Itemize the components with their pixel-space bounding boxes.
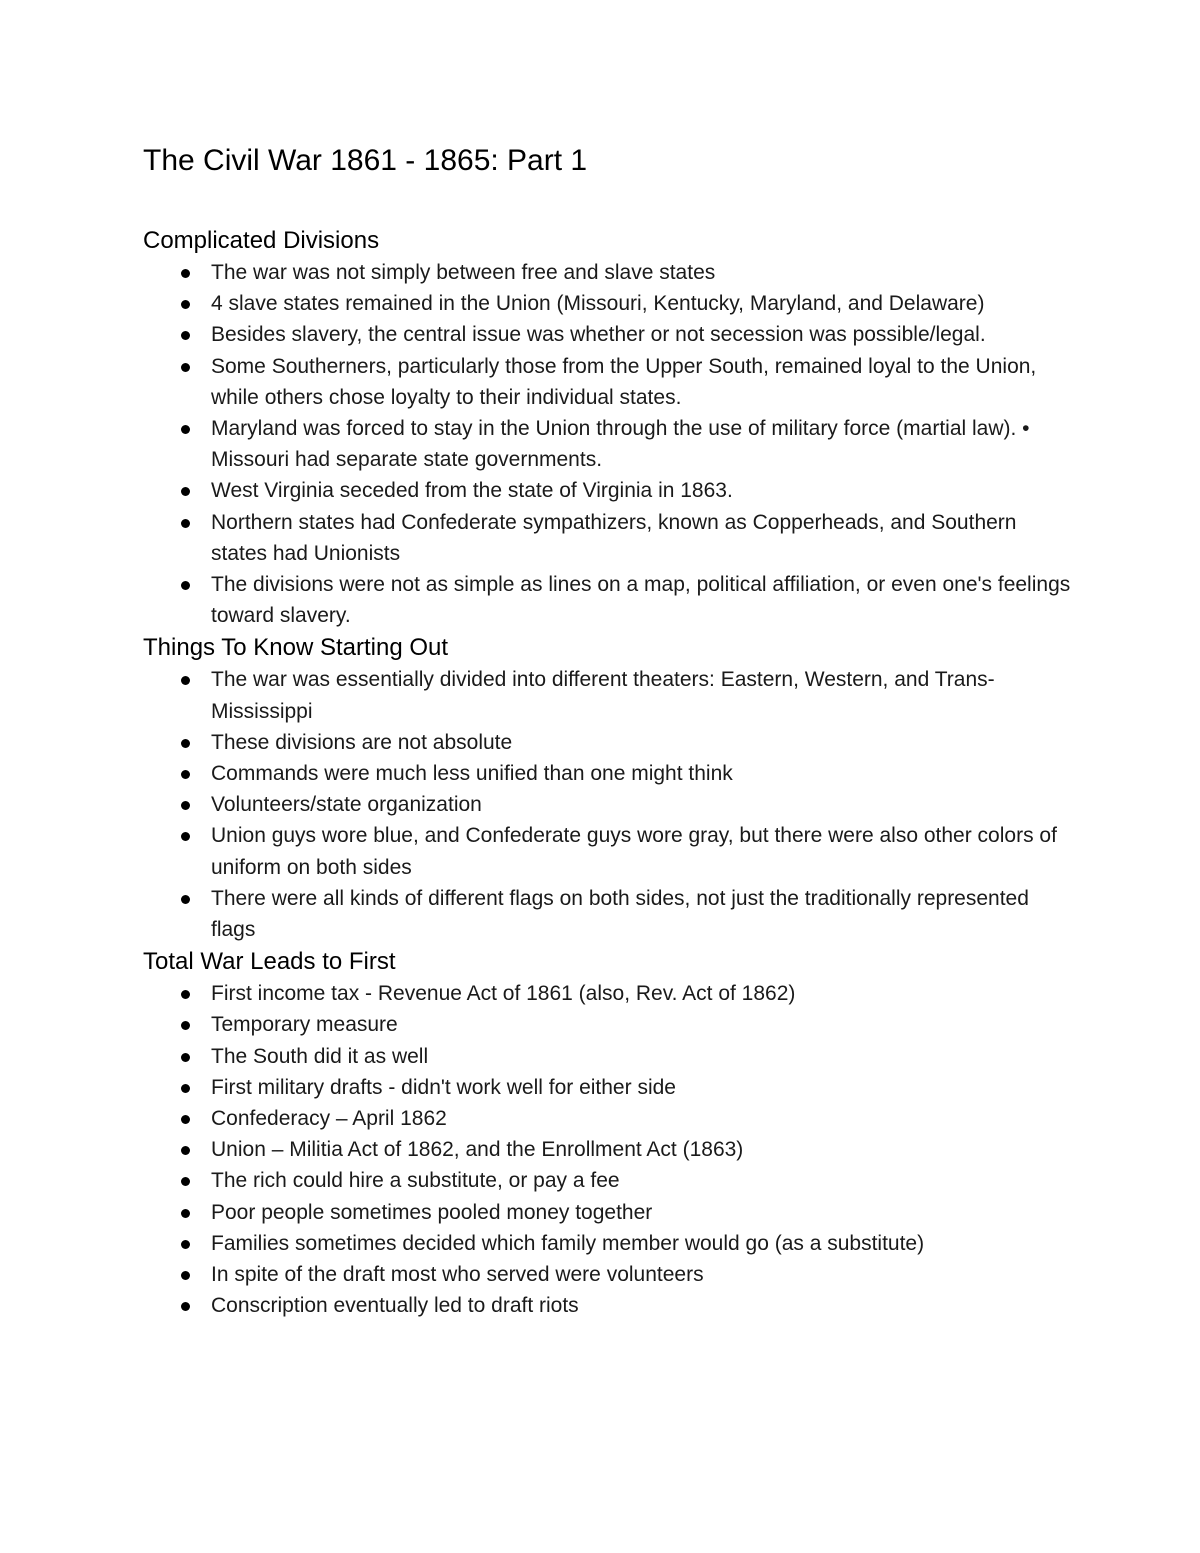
bullet-dot-icon — [181, 425, 190, 434]
section — [143, 631, 1073, 945]
list-item-text: First income tax - Revenue Act of 1861 (also, Rev. Act of 1862) — [211, 982, 796, 1006]
list-item — [143, 1290, 1073, 1321]
list-item — [143, 1228, 1073, 1259]
list-item — [143, 883, 1073, 945]
list-item — [143, 1103, 1073, 1134]
list-item — [143, 758, 1073, 789]
document-body — [143, 224, 1073, 1322]
bullet-dot-icon — [181, 363, 190, 372]
bullet-dot-icon — [181, 519, 190, 528]
list-item — [143, 727, 1073, 758]
bullet-dot-icon — [181, 1209, 190, 1218]
bullet-list — [143, 257, 1073, 631]
list-item-text: Temporary measure — [211, 1013, 398, 1037]
section-heading: Total War Leads to First — [143, 948, 396, 976]
list-item-text: Volunteers/state organization — [211, 793, 482, 817]
bullet-list — [143, 664, 1073, 945]
list-item — [143, 1072, 1073, 1103]
list-item-text: The divisions were not as simple as lines on a map, political affiliation, or even one's feelings toward slavery. — [211, 573, 1071, 628]
bullet-dot-icon — [181, 1021, 190, 1030]
list-item-text: Maryland was forced to stay in the Union through the use of military force (martial law). • Missouri had separate state governments. — [211, 417, 1030, 472]
list-item-text: The rich could hire a substitute, or pay a fee — [211, 1169, 620, 1193]
bullet-dot-icon — [181, 1146, 190, 1155]
list-item-text: 4 slave states remained in the Union (Missouri, Kentucky, Maryland, and Delaware) — [211, 292, 985, 316]
list-item-text: These divisions are not absolute — [211, 730, 513, 754]
list-item-text: Union guys wore blue, and Confederate guys wore gray, but there were also other colors of uniform on both sides — [211, 824, 1057, 879]
list-item — [143, 1134, 1073, 1165]
list-item — [143, 507, 1073, 569]
list-item — [143, 1259, 1073, 1290]
bullet-dot-icon — [181, 1302, 190, 1311]
list-item-text: Some Southerners, particularly those from the Upper South, remained loyal to the Union, while others chose loyalty to their individual states. — [211, 354, 1037, 409]
bullet-dot-icon — [181, 1115, 190, 1124]
list-item-text: Northern states had Confederate sympathizers, known as Copperheads, and Southern states had Unionists — [211, 510, 1017, 565]
bullet-dot-icon — [181, 331, 190, 340]
bullet-dot-icon — [181, 770, 190, 779]
bullet-list — [143, 978, 1073, 1321]
list-item-text: Commands were much less unified than one might think — [211, 762, 733, 786]
list-item-text: Families sometimes decided which family member would go (as a substitute) — [211, 1231, 925, 1255]
list-item — [143, 820, 1073, 882]
list-item — [143, 1197, 1073, 1228]
list-item — [143, 257, 1073, 288]
bullet-dot-icon — [181, 739, 190, 748]
bullet-dot-icon — [181, 581, 190, 590]
bullet-dot-icon — [181, 1271, 190, 1280]
list-item-text: Besides slavery, the central issue was whether or not secession was possible/legal. — [211, 323, 986, 347]
list-item — [143, 789, 1073, 820]
bullet-dot-icon — [181, 832, 190, 841]
list-item-text: Union – Militia Act of 1862, and the Enrollment Act (1863) — [211, 1138, 744, 1162]
bullet-dot-icon — [181, 1177, 190, 1186]
list-item-text: Confederacy – April 1862 — [211, 1107, 447, 1131]
list-item-text: Conscription eventually led to draft riots — [211, 1294, 579, 1318]
list-item — [143, 978, 1073, 1009]
list-item — [143, 475, 1073, 506]
list-item — [143, 351, 1073, 413]
bullet-dot-icon — [181, 1084, 190, 1093]
list-item-text: The war was not simply between free and slave states — [211, 261, 716, 284]
list-item — [143, 413, 1073, 475]
section — [143, 224, 1073, 631]
bullet-dot-icon — [181, 1053, 190, 1062]
list-item — [143, 288, 1073, 319]
list-item — [143, 319, 1073, 350]
list-item-text: Poor people sometimes pooled money together — [211, 1200, 653, 1224]
bullet-dot-icon — [181, 801, 190, 810]
section-heading: Things To Know Starting Out — [143, 634, 449, 662]
bullet-dot-icon — [181, 990, 190, 999]
section-heading: Complicated Divisions — [143, 227, 380, 254]
bullet-dot-icon — [181, 300, 190, 309]
document-title: The Civil War 1861 - 1865: Part 1 — [143, 144, 588, 177]
list-item-text: West Virginia seceded from the state of Virginia in 1863. — [211, 479, 733, 503]
bullet-dot-icon — [181, 676, 190, 685]
list-item-text: The South did it as well — [211, 1044, 429, 1068]
bullet-dot-icon — [181, 895, 190, 904]
list-item — [143, 569, 1073, 631]
list-item — [143, 1009, 1073, 1040]
bullet-dot-icon — [181, 487, 190, 496]
list-item — [143, 664, 1073, 726]
list-item — [143, 1165, 1073, 1196]
list-item-text: The war was essentially divided into different theaters: Eastern, Western, and Trans-Mississippi — [211, 668, 995, 723]
section — [143, 945, 1073, 1321]
list-item-text: First military drafts - didn't work well for either side — [211, 1075, 676, 1099]
bullet-dot-icon — [181, 269, 190, 278]
list-item-text: In spite of the draft most who served were volunteers — [211, 1263, 704, 1287]
list-item-text: There were all kinds of different flags on both sides, not just the traditionally represented flags — [211, 886, 1029, 942]
list-item — [143, 1041, 1073, 1072]
bullet-dot-icon — [181, 1240, 190, 1249]
